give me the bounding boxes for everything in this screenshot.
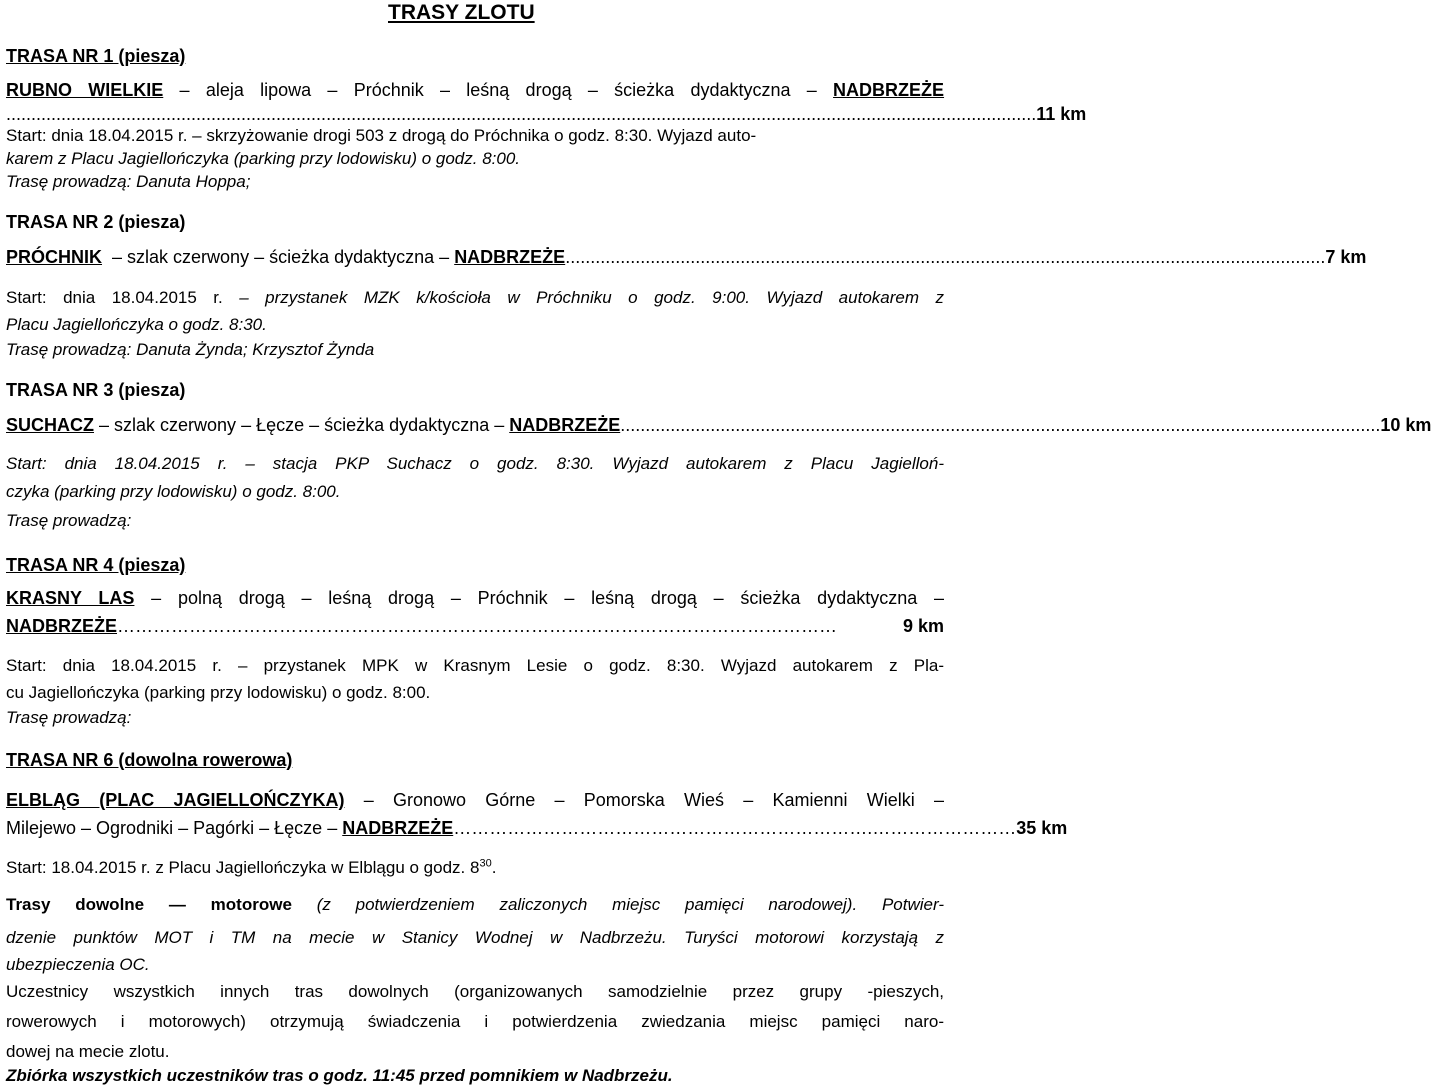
route-4-distance: 9 km — [902, 616, 944, 636]
route-1-leaders: Trasę prowadzą: Danuta Hoppa; — [6, 172, 251, 191]
route-1-start-line-2: karem z Placu Jagiellończyka (parking przy lodowisku) o godz. 8:00. — [6, 149, 521, 168]
dot-leader: …………………………………………………………….…………………… — [453, 818, 1017, 838]
route-1-start-line-1: Start: dnia 18.04.2015 r. – skrzyżowanie drogi 503 z drogą do Próchnika o godz. 8:30. Wyjazd auto- — [6, 126, 757, 145]
route-1-distance: 11 km — [1036, 104, 1087, 124]
dot-leader: .............................................................................................................................................................................................................. — [6, 104, 1037, 124]
page-title: TRASY ZLOTU — [388, 1, 535, 24]
route-3-distance: 10 km — [1380, 415, 1431, 435]
route-3-path: SUCHACZ – szlak czerwony – Łęcze – ścieżka dydaktyczna – NADBRZEŻE ........................................................................................................................................................ 10 km — [6, 415, 1431, 435]
route-2-path: PRÓCHNIK – szlak czerwony – ścieżka dydaktyczna – NADBRZEŻE ........................................................................................................................................................ 7 km — [6, 247, 1367, 267]
route-2-start-line-1: Start: dnia 18.04.2015 r. – przystanek MZK k/kościoła w Próchniku o godz. 9:00. Wyjazd autokarem z — [6, 288, 944, 307]
route-6-path: ELBLĄG (PLAC JAGIELLOŃCZYKA) – Gronowo Górne – Pomorska Wieś – Kamienni Wielki – — [6, 790, 945, 810]
dot-leader: ........................................................................................................................................................ — [565, 247, 1326, 267]
route-1-path: RUBNO WIELKIE – aleja lipowa – Próchnik – leśną drogą – ścieżka dydaktyczna – NADBRZEŻE — [6, 80, 945, 100]
route-4-distance-line: NADBRZEŻE ………………………………………………………………………………………………………… 9 km — [6, 616, 944, 636]
free-routes-line-3: ubezpieczenia OC. — [6, 955, 150, 974]
route-6-heading: TRASA NR 6 (dowolna rowerowa) — [6, 750, 293, 770]
others-line-3: dowej na mecie zlotu. — [6, 1042, 170, 1061]
others-line-1: Uczestnicy wszystkich innych tras dowolnych (organizowanych samodzielnie przez grupy -pieszych, — [6, 982, 944, 1001]
route-4-start-line-2: cu Jagiellończyka (parking przy lodowisku) o godz. 8:00. — [6, 683, 431, 702]
route-1-heading: TRASA NR 1 (piesza) — [6, 46, 186, 66]
route-4-path: KRASNY LAS – polną drogą – leśną drogą – Próchnik – leśną drogą – ścieżka dydaktyczna – — [6, 588, 945, 608]
route-6-distance-line: Milejewo – Ogrodniki – Pagórki – Łęcze – NADBRZEŻE …………………………………………………………….…………………… 35 km — [6, 818, 1068, 838]
route-6-distance: 35 km — [1016, 818, 1068, 838]
route-4-heading: TRASA NR 4 (piesza) — [6, 555, 186, 575]
route-2-heading: TRASA NR 2 (piesza) — [6, 212, 186, 232]
route-6-start-line: Start: 18.04.2015 r. z Placu Jagiellończyka w Elblągu o godz. $8^{30}$. — [6, 857, 497, 877]
route-3-leaders: Trasę prowadzą: — [6, 511, 132, 530]
route-4-start-line-1: Start: dnia 18.04.2015 r. – przystanek MPK w Krasnym Lesie o godz. 8:30. Wyjazd autokarem z Pla- — [6, 656, 944, 675]
route-2-leaders: Trasę prowadzą: Danuta Żynda; Krzysztof Żynda — [6, 340, 375, 359]
gathering-note: Zbiórka wszystkich uczestników tras o godz. 11:45 przed pomnikiem w Nadbrzeżu. — [6, 1066, 673, 1085]
route-3-heading: TRASA NR 3 (piesza) — [6, 380, 186, 400]
route-2-start-line-2: Placu Jagiellończyka o godz. 8:30. — [6, 315, 267, 334]
free-routes-line-2: dzenie punktów MOT i TM na mecie w Stanicy Wodnej w Nadbrzeżu. Turyści motorowi korzystają z — [6, 928, 944, 947]
free-routes-line-1: Trasy dowolne — motorowe (z potwierdzeniem zaliczonych miejsc pamięci narodowej). Potwier- — [6, 895, 945, 914]
dot-leader: ........................................................................................................................................................ — [620, 415, 1381, 435]
dot-leader: ………………………………………………………………………………………………………… — [117, 616, 837, 636]
route-2-distance: 7 km — [1325, 247, 1367, 267]
others-line-2: rowerowych i motorowych) otrzymują świadczenia i potwierdzenia zwiedzania miejsc pamięci naro- — [6, 1012, 944, 1031]
route-3-start-line-1: Start: dnia 18.04.2015 r. – stacja PKP Suchacz o godz. 8:30. Wyjazd autokarem z Placu Jagielloń- — [6, 454, 944, 473]
route-3-start-line-2: czyka (parking przy lodowisku) o godz. 8:00. — [6, 482, 341, 501]
route-4-leaders: Trasę prowadzą: — [6, 708, 132, 727]
route-1-distance-line — [6, 102, 1087, 126]
